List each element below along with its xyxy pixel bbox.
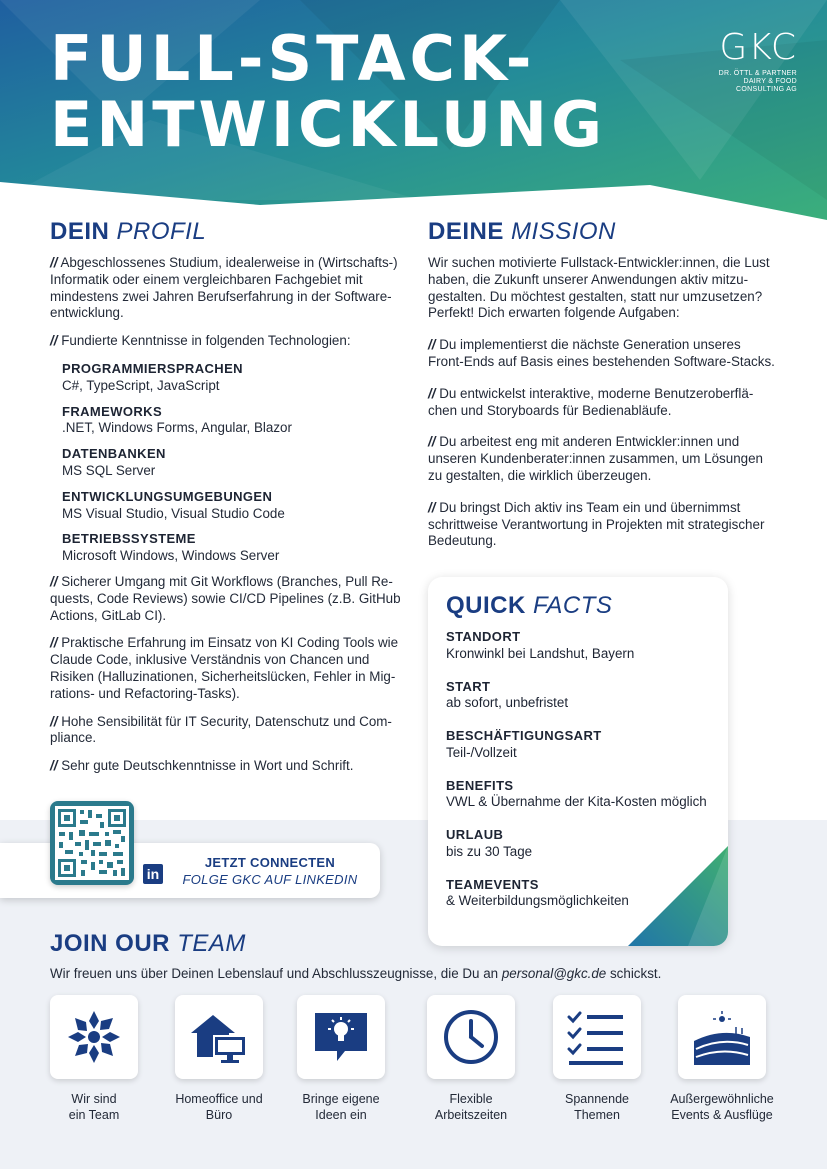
landscape-icon-box [678,995,766,1079]
hero-banner [0,0,827,230]
tech-block: DATENBANKEN MS SQL Server [62,446,166,478]
fact-item: START ab sofort, unbefristet [446,678,569,710]
profil-item: // Sicherer Umgang mit Git Workflows (Branches, Pull Re-quests, Code Reviews) sowie CI/CD Pipelines (z.B. GitHub Actions, GitLab CI). [50,573,401,623]
mission-item: // Du entwickelst interaktive, moderne Benutzeroberflä-chen und Storyboards für Bedienabläufe. [428,385,754,418]
icon-label: Homeoffice und Büro [175,1092,263,1122]
idea-icon-box [297,995,385,1079]
icon-label: Flexible Arbeitszeiten [434,1092,508,1122]
quick-facts-card [428,577,728,946]
fact-item: TEAMEVENTS & Weiterbildungsmöglichkeiten [446,876,629,908]
fact-item: BESCHÄFTIGUNGSART Teil-/Vollzeit [446,728,602,760]
mission-item: // Du bringst Dich aktiv ins Team ein und übernimmst schrittweise Verantwortung in Projekten mit strategischer Bedeutung. [428,499,765,549]
clock-icon [441,1007,501,1067]
homeoffice-icon [189,1007,249,1067]
linkedin-connect-title[interactable]: JETZT CONNECTEN [204,855,336,870]
profil-item: // Abgeschlossenes Studium, idealerweise in (Wirtschafts-) Informatik oder einem vergleichbaren Fachgebiet mit mindestens zwei Jahren Berufserfahrung in der Software-entwicklung. [50,255,398,321]
mission-item: // Du arbeitest eng mit anderen Entwickler:innen und unseren Kundenberater:innen zusammen, um Lösungen zu gestalten, die wirklich überzeugen. [428,434,763,483]
page-title [50,22,606,161]
tech-block: ENTWICKLUNGSUMGEBUNGEN MS Visual Studio, Visual Studio Code [62,488,285,521]
homeoffice-icon-box [175,995,263,1079]
fact-item: BENEFITS VWL & Übernahme der Kita-Kosten möglich [446,777,707,809]
title-line-1: FULL-STACK- [50,22,536,95]
icon-label: Bringe eigene Ideen ein [302,1092,380,1122]
mission-heading: DEINE MISSION [428,218,616,245]
facts-corner-decoration [628,846,728,946]
mission-column [428,255,780,565]
list-icon [567,1007,627,1067]
team-icon [64,1007,124,1067]
icon-label: Spannende Themen [565,1092,629,1122]
logo-line-3: CONSULTING AG [736,86,797,93]
idea-icon [311,1007,371,1067]
profil-heading: DEIN PROFIL [50,218,207,245]
landscape-icon [692,1007,752,1067]
title-line-2: ENTWICKLUNG [50,88,606,161]
profil-column [50,255,410,786]
icon-label: Außergewöhnliche Events & Ausflüge [670,1092,774,1122]
logo-line-2: DAIRY & FOOD [743,78,797,85]
company-logo [697,27,797,94]
logo-mark: GKC [719,27,797,68]
profil-item: // Fundierte Kenntnisse in folgenden Technologien: [50,333,351,349]
email-link[interactable]: personal@gkc.de [501,966,607,981]
join-heading: JOIN OUR TEAM [50,930,246,957]
fact-item: STANDORT Kronwinkl bei Landshut, Bayern [446,629,635,661]
list-icon-box [553,995,641,1079]
facts-heading: QUICK FACTS [446,592,613,619]
qr-code[interactable] [50,801,134,885]
linkedin-icon[interactable]: in [143,864,163,884]
tech-block: PROGRAMMIERSPRACHEN C#, TypeScript, JavaScript [62,360,243,393]
tech-block: FRAMEWORKS .NET, Windows Forms, Angular, Blazor [62,403,292,436]
linkedin-follow-subtitle[interactable]: FOLGE GKC AUF LINKEDIN [182,872,358,887]
logo-line-1: DR. ÖTTL & PARTNER [718,70,797,77]
profil-item: // Hohe Sensibilität für IT Security, Datenschutz und Com-pliance. [50,713,392,746]
icon-label: Wir sind ein Team [68,1092,120,1122]
mission-intro: Wir suchen motivierte Fullstack-Entwickler:innen, die Lust haben, die Zukunft unserer Anwendungen aktiv mitzu-gestalten. Du möchtest gestalten, statt nur umzusetzen? Perfekt! Dich erwarten folgende Aufgaben: [428,255,770,321]
profil-item: // Praktische Erfahrung im Einsatz von KI Coding Tools wie Claude Code, inklusive Verständnis von Chancen und Risiken (Halluzinationen, Sicherheitslücken, Fehler in Mig-rations- und Refactoring-Tasks). [50,635,399,701]
join-text: Wir freuen uns über Deinen Lebenslauf und Abschlusszeugnisse, die Du an personal@gkc.de schickst. [50,966,662,981]
tech-block: BETRIEBSSYSTEME Microsoft Windows, Windows Server [62,531,280,564]
clock-icon-box [427,995,515,1079]
fact-item: URLAUB bis zu 30 Tage [446,827,533,859]
team-icon-box [50,995,138,1079]
mission-item: // Du implementierst die nächste Generation unseres Front-Ends auf Basis eines bestehenden Software-Stacks. [428,337,775,369]
qr-code-image [55,806,129,880]
profil-item: // Sehr gute Deutschkenntnisse in Wort und Schrift. [50,758,354,774]
